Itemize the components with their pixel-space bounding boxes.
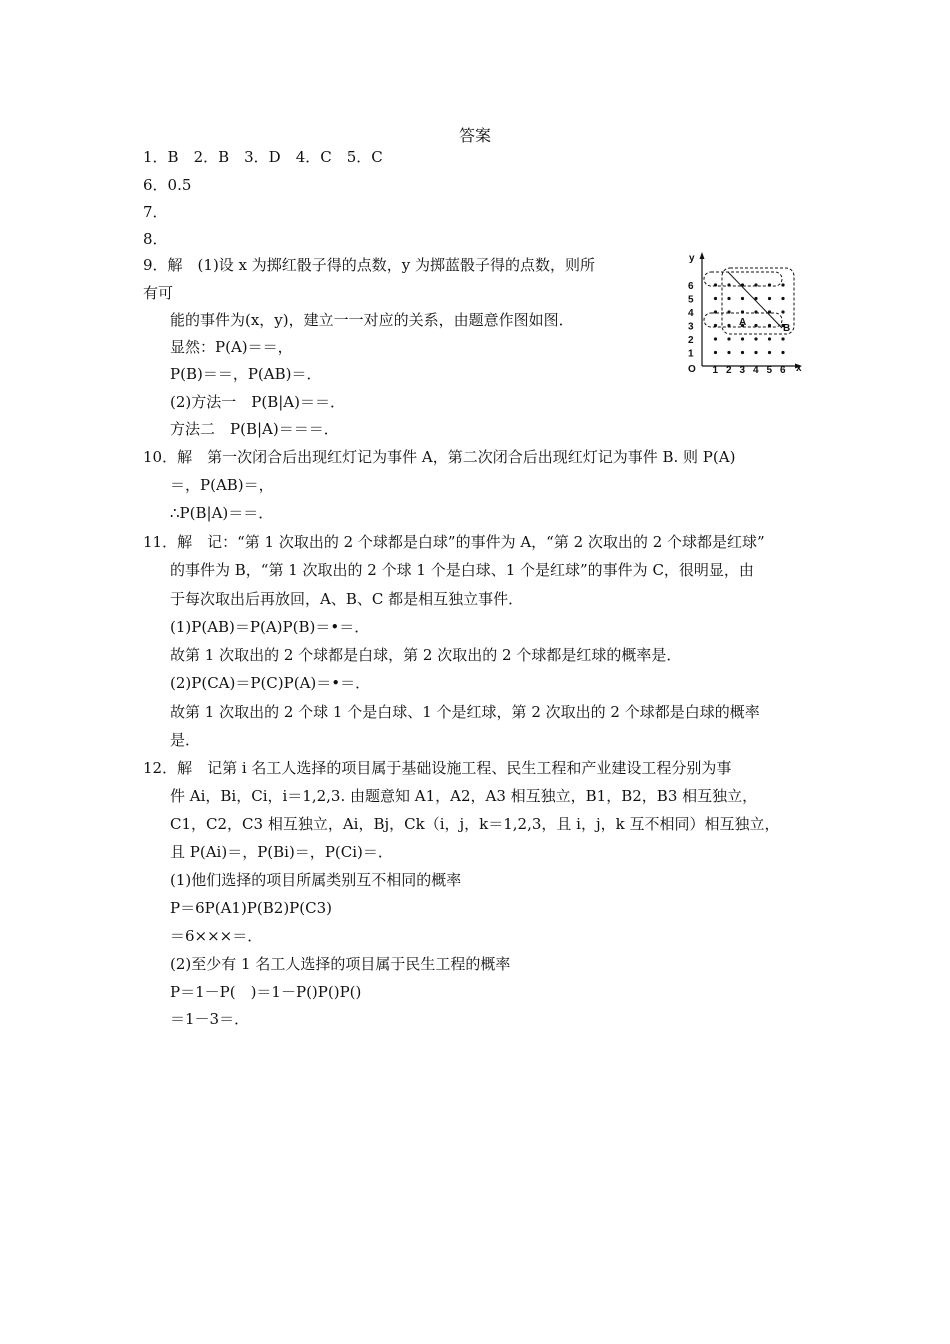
sample-point <box>714 337 717 340</box>
q12-line: ＝1－3＝． <box>170 1010 250 1028</box>
x-tick-label: 2 <box>726 365 732 376</box>
sample-point <box>741 351 744 354</box>
sample-point <box>754 351 757 354</box>
origin-label: O <box>688 364 696 375</box>
answer-7: 7． <box>143 203 168 221</box>
x-tick-label: 6 <box>780 365 786 376</box>
sample-point <box>781 283 784 286</box>
q10-line: 10．解 第一次闭合后出现红灯记为事件 A，第二次闭合后出现红灯记为事件 B. 则 P(A) <box>143 448 736 466</box>
q12-line: (1)他们选择的项目所属类别互不相同的概率 <box>170 871 462 889</box>
sample-point <box>781 337 784 340</box>
answer-title: 答案 <box>458 126 491 145</box>
q10-line: ∴P(B|A)＝＝． <box>170 504 274 522</box>
answer-8: 8． <box>143 230 168 248</box>
y-axis-label: y <box>689 253 695 264</box>
q12-line: C1，C2，C3 相互独立，Ai，Bj，Ck（i，j，k＝1,2,3，且 i，j，k 互不相同）相互独立， <box>170 815 780 833</box>
sample-point <box>727 297 730 300</box>
q12-line: P＝6P(A1)P(B2)P(C3) <box>170 899 332 917</box>
sample-point <box>727 337 730 340</box>
sample-point <box>768 351 771 354</box>
q12-line: 12．解 记第 i 名工人选择的项目属于基础设施工程、民生工程和产业建设工程分别为事 <box>143 759 732 777</box>
answers-1-5: 1．B 2．B 3．D 4．C 5．C <box>143 148 383 166</box>
q11-line: 于每次取出后再放回，A、B、C 都是相互独立事件． <box>170 590 524 608</box>
y-tick-label: 1 <box>688 348 694 360</box>
q12-line: 件 Ai，Bi，Ci，i＝1,2,3. 由题意知 A1，A2，A3 相互独立，B1，B2，B3 相互独立， <box>170 787 758 805</box>
sample-point <box>768 337 771 340</box>
y-tick-label: 4 <box>688 308 694 319</box>
q11-line: 故第 1 次取出的 2 个球 1 个是白球、1 个是红球，第 2 次取出的 2 个球都是白球的概率 <box>170 703 760 721</box>
q12-line: (2)至少有 1 名工人选择的项目属于民生工程的概率 <box>170 955 511 973</box>
sample-point <box>741 337 744 340</box>
q11-line: 的事件为 B，“第 1 次取出的 2 个球 1 个是白球、1 个是红球”的事件为 C，很明显，由 <box>170 561 754 579</box>
q11-line: (1)P(AB)＝P(A)P(B)＝•＝． <box>170 618 370 636</box>
x-tick-label: 5 <box>766 365 773 376</box>
event-a-label: A <box>739 317 747 328</box>
y-axis-arrow <box>700 252 705 259</box>
q9-line: 有可 <box>143 284 174 302</box>
q11-line: (2)P(CA)＝P(C)P(A)＝•＝． <box>170 674 371 692</box>
sample-point <box>781 310 784 313</box>
q9-line: 能的事件为(x，y)，建立一一对应的关系，由题意作图如图． <box>170 311 574 329</box>
q9-line: 显然：P(A)＝＝， <box>170 338 293 356</box>
x-tick-label: 4 <box>753 365 759 376</box>
sample-point <box>714 297 717 300</box>
y-tick-label: 5 <box>688 294 694 306</box>
event-b-diagonal <box>728 272 782 328</box>
q11-line: 11．解 记：“第 1 次取出的 2 个球都是白球”的事件为 A，“第 2 次取出的 2 个球都是红球” <box>143 533 765 551</box>
dice-event-diagram <box>682 248 812 376</box>
q9-line: 方法二 P(B|A)＝＝＝． <box>170 420 339 438</box>
sample-point <box>768 297 771 300</box>
sample-point <box>741 297 744 300</box>
q12-line: ＝6×××＝． <box>170 927 263 945</box>
q9-line: P(B)＝＝，P(AB)＝． <box>170 365 322 383</box>
sample-point <box>781 297 784 300</box>
q10-line: ＝，P(AB)＝， <box>170 476 274 494</box>
sample-point <box>727 351 730 354</box>
x-tick-labels <box>713 365 787 376</box>
y-tick-label: 6 <box>688 281 694 292</box>
q11-line: 是． <box>170 731 201 749</box>
y-tick-label: 2 <box>688 335 694 346</box>
q11-line: 故第 1 次取出的 2 个球都是白球，第 2 次取出的 2 个球都是红球的概率是． <box>170 646 682 664</box>
y-tick-labels <box>688 281 694 360</box>
sample-point <box>754 337 757 340</box>
x-tick-label: 3 <box>739 365 746 376</box>
x-tick-label: 1 <box>712 365 719 376</box>
sample-point <box>714 351 717 354</box>
q12-line: 且 P(Ai)＝，P(Bi)＝，P(Ci)＝． <box>170 843 393 861</box>
event-b-label: B <box>783 323 791 334</box>
q9-line: 9．解 (1)设 x 为掷红骰子得的点数，y 为掷蓝骰子得的点数，则所 <box>143 256 596 274</box>
q12-line: P＝1－P( )＝1－P()P()P() <box>170 983 362 1001</box>
q9-line: (2)方法一 P(B|A)＝＝． <box>170 393 345 411</box>
sample-point <box>781 351 784 354</box>
x-axis-label: x <box>796 363 802 374</box>
answer-6: 6．0.5 <box>143 176 192 194</box>
y-tick-label: 3 <box>688 321 694 333</box>
